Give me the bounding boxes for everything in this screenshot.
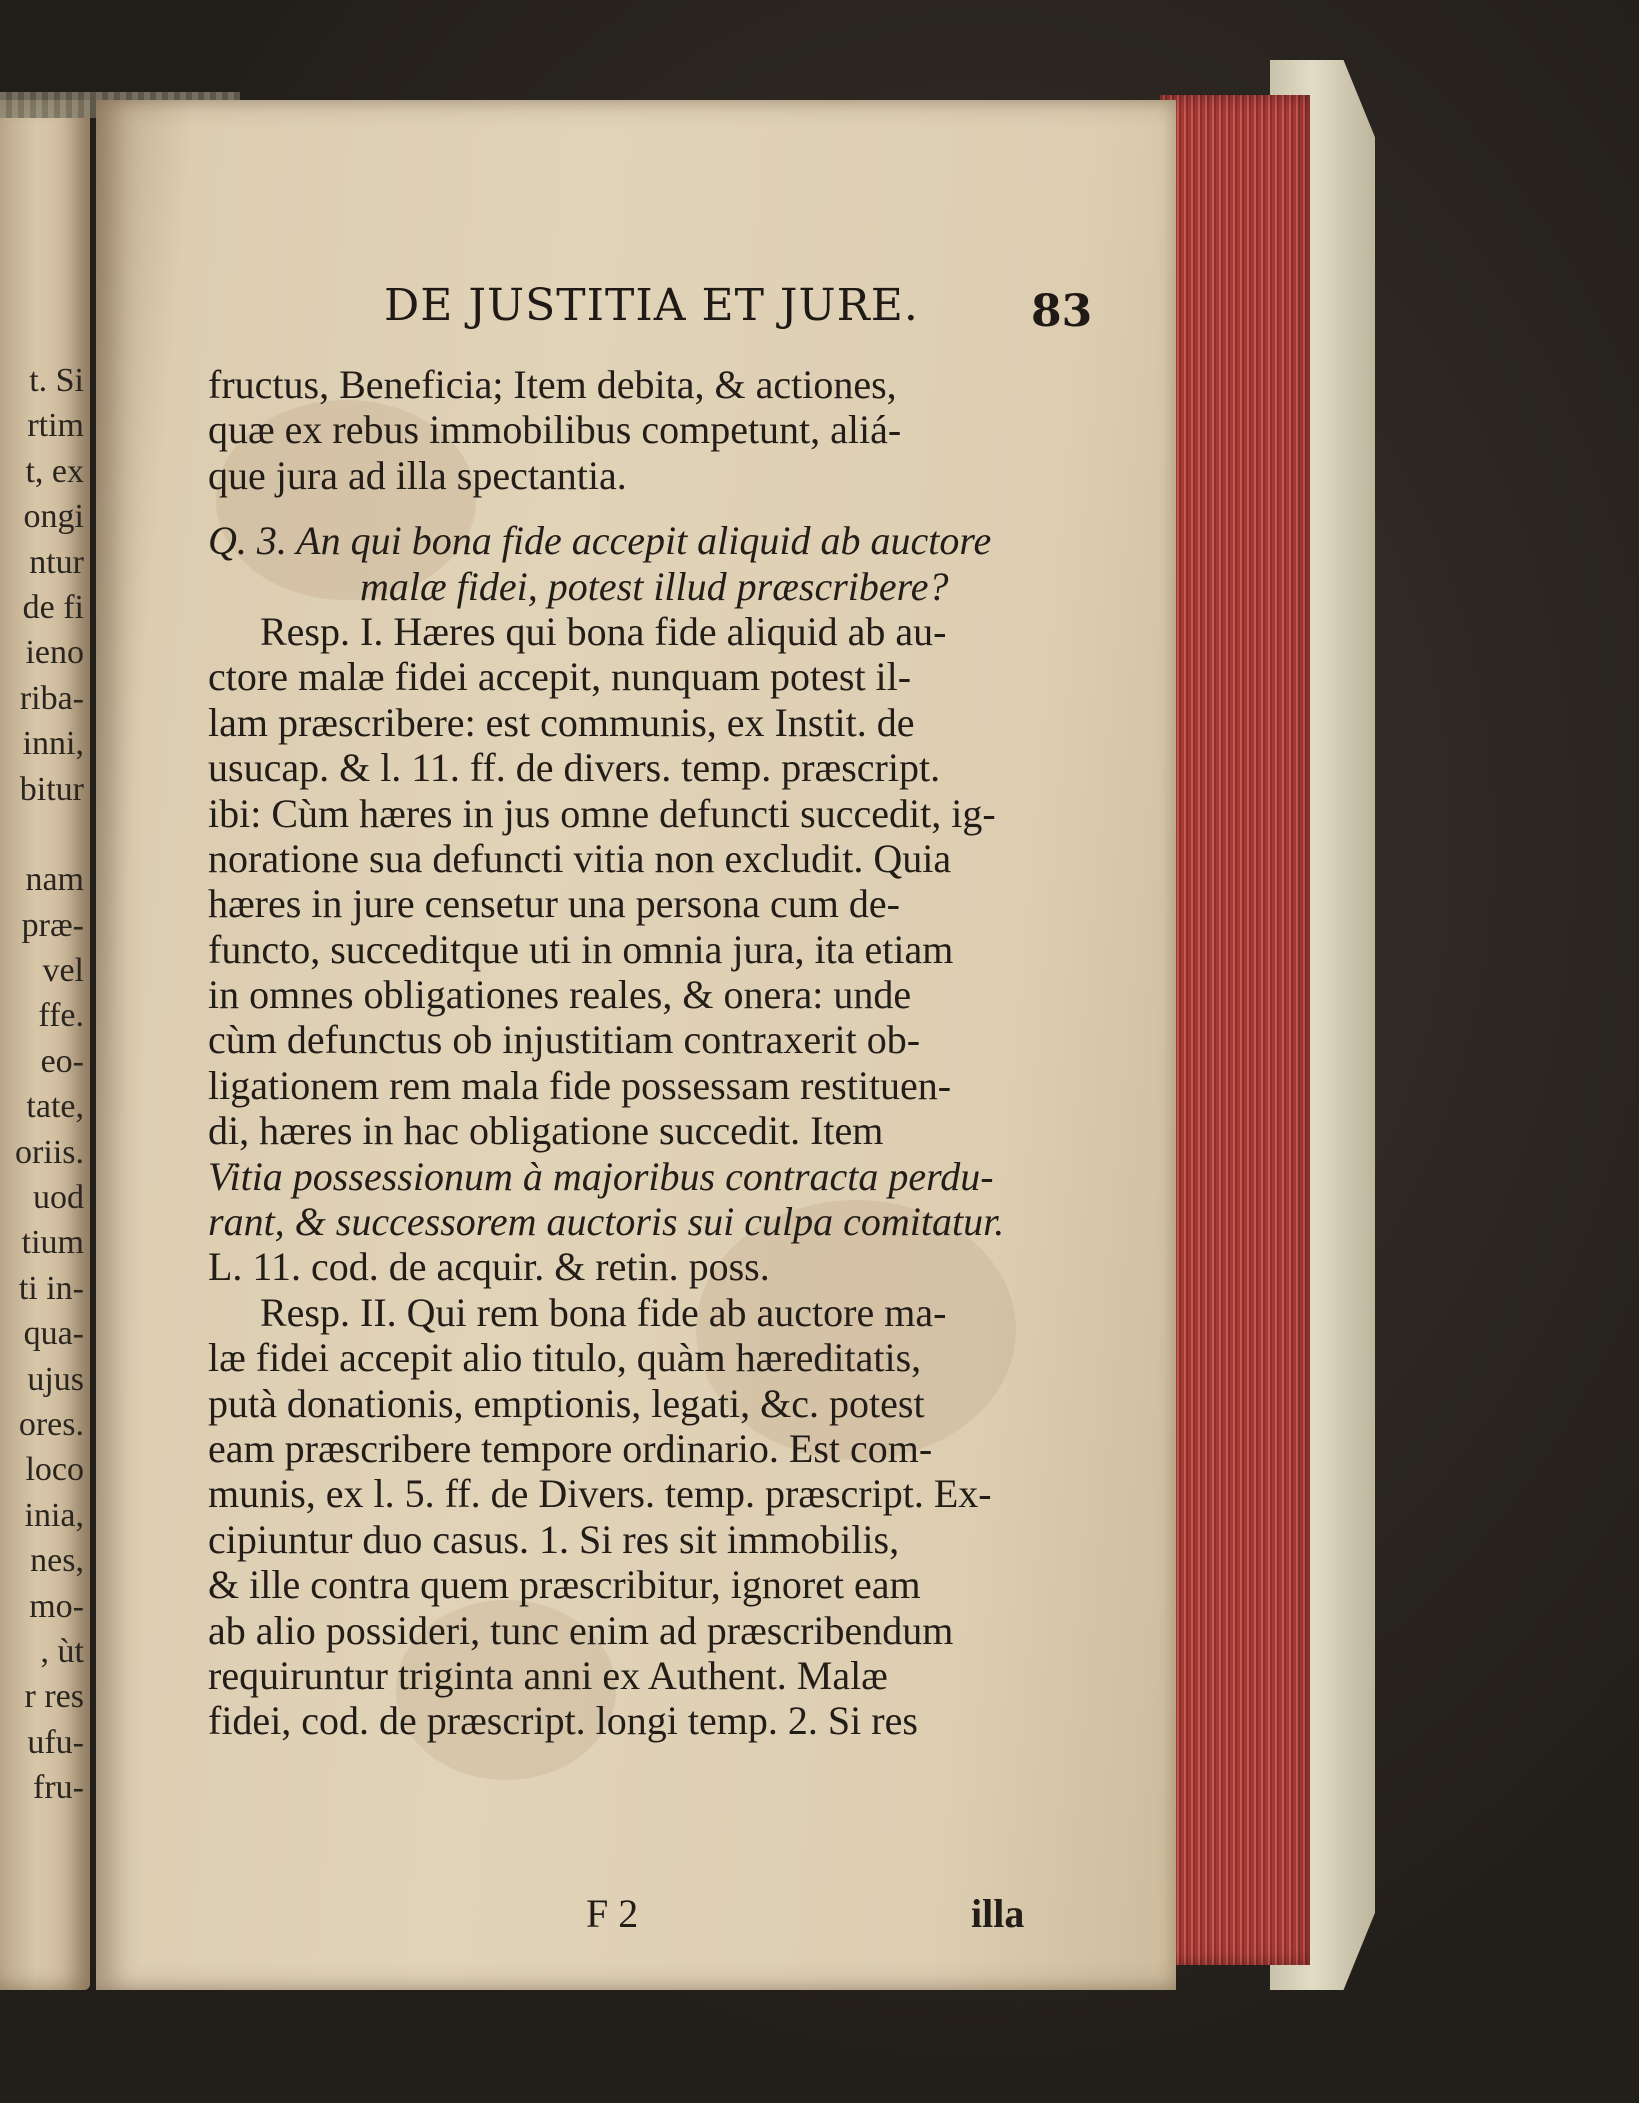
left-page-fragment: de fi bbox=[22, 588, 84, 626]
question-line: malæ fidei, potest illud præscribere? bbox=[360, 563, 949, 609]
left-page-fragment: qua- bbox=[23, 1315, 84, 1353]
text-line: ibi: Cùm hæres in jus omne defuncti succedit, ig- bbox=[208, 790, 996, 836]
left-page-fragment: inia, bbox=[24, 1496, 84, 1534]
red-fore-edge bbox=[1160, 95, 1310, 1965]
left-page bbox=[0, 100, 90, 1990]
body-text bbox=[208, 362, 1078, 1744]
text-line: putà donationis, emptionis, legati, &c. potest bbox=[208, 1380, 925, 1426]
left-page-fragment: ujus bbox=[27, 1360, 84, 1398]
left-page-fragment: fru- bbox=[33, 1769, 84, 1807]
text-line: noratione sua defuncti vitia non excludit. Quia bbox=[208, 835, 952, 881]
left-page-fragment: tium bbox=[21, 1224, 84, 1262]
text-line: L. 11. cod. de acquir. & retin. poss. bbox=[208, 1244, 770, 1290]
left-page-fragment: vel bbox=[42, 952, 84, 990]
text-line: munis, ex l. 5. ff. de Divers. temp. præscript. Ex- bbox=[208, 1471, 992, 1517]
text-line: Vitia possessionum à majoribus contracta perdu- bbox=[208, 1153, 994, 1199]
page-number: 83 bbox=[1031, 286, 1093, 337]
left-page-fragment: tate, bbox=[26, 1088, 84, 1126]
question-line: Q. 3. An qui bona fide accepit aliquid ab auctore bbox=[208, 518, 992, 564]
text-line: lam præscribere: est communis, ex Instit. de bbox=[208, 699, 915, 745]
left-page-fragment: ntur bbox=[29, 543, 84, 581]
left-page-fragment: ores. bbox=[18, 1405, 84, 1443]
left-page-fragment: uod bbox=[33, 1179, 84, 1217]
catchword: illa bbox=[971, 1891, 1025, 1936]
text-line: ab alio possideri, tunc enim ad præscribendum bbox=[208, 1607, 954, 1653]
text-line: usucap. & l. 11. ff. de divers. temp. præscript. bbox=[208, 745, 941, 791]
text-line: que jura ad illa spectantia. bbox=[208, 452, 627, 498]
left-page-fragment: mo- bbox=[29, 1587, 84, 1625]
left-page-fragment: bitur bbox=[19, 770, 84, 808]
left-page-fragment: loco bbox=[25, 1451, 84, 1489]
left-page-fragment: t. Si bbox=[29, 362, 84, 399]
text-line: requiruntur triginta anni ex Authent. Malæ bbox=[208, 1652, 888, 1698]
left-page-fragment bbox=[0, 812, 84, 857]
text-line: di, hæres in hac obligatione succedit. Item bbox=[208, 1108, 884, 1154]
text-line: hæres in jure censetur una persona cum de- bbox=[208, 881, 900, 927]
running-head: DE JUSTITIA ET JURE. bbox=[384, 280, 919, 331]
text-line: functo, succeditque uti in omnia jura, ita etiam bbox=[208, 926, 954, 972]
text-line: & ille contra quem præscribitur, ignoret eam bbox=[208, 1562, 921, 1608]
left-page-fragment: rtim bbox=[27, 407, 84, 445]
text-line: Resp. I. Hæres qui bona fide aliquid ab au- bbox=[260, 608, 947, 654]
left-page-fragment: nam bbox=[25, 861, 84, 899]
left-page-fragment: t, ex bbox=[25, 452, 84, 490]
text-line: fructus, Beneficia; Item debita, & actiones, bbox=[208, 362, 897, 407]
text-line: in omnes obligationes reales, & onera: unde bbox=[208, 972, 912, 1018]
left-page-fragment: , ùt bbox=[40, 1632, 84, 1670]
left-page-fragment: ieno bbox=[25, 634, 84, 672]
text-line: Resp. II. Qui rem bona fide ab auctore ma- bbox=[260, 1289, 947, 1335]
text-line: cipiuntur duo casus. 1. Si res sit immobilis, bbox=[208, 1516, 900, 1562]
left-page-fragment: inni, bbox=[22, 725, 84, 763]
left-page-fragment: eo- bbox=[40, 1042, 84, 1080]
text-line: rant, & successorem auctoris sui culpa comitatur. bbox=[208, 1199, 1005, 1245]
text-line: fidei, cod. de præscript. longi temp. 2. Si res bbox=[208, 1698, 918, 1744]
left-page-fragment: præ- bbox=[21, 906, 84, 944]
signature-mark: F 2 bbox=[586, 1891, 639, 1936]
text-line: cùm defunctus ob injustitiam contraxerit ob- bbox=[208, 1017, 921, 1063]
text-line: eam præscribere tempore ordinario. Est com- bbox=[208, 1425, 933, 1471]
left-page-text bbox=[0, 358, 84, 1811]
text-line: læ fidei accepit alio titulo, quàm hæreditatis, bbox=[208, 1335, 922, 1381]
left-page-fragment: nes, bbox=[30, 1542, 84, 1580]
right-page bbox=[96, 100, 1176, 1990]
left-page-fragment: ufu- bbox=[27, 1723, 84, 1761]
text-line: ligationem rem mala fide possessam restituen- bbox=[208, 1062, 952, 1108]
left-page-fragment: r res bbox=[24, 1678, 84, 1716]
left-page-fragment: ongi bbox=[23, 498, 84, 536]
left-page-fragment: oriis. bbox=[15, 1133, 84, 1171]
left-page-fragment: riba- bbox=[19, 679, 84, 717]
text-line: quæ ex rebus immobilibus competunt, aliá- bbox=[208, 407, 902, 453]
text-line: ctore malæ fidei accepit, nunquam potest il- bbox=[208, 654, 912, 700]
left-page-fragment: ffe. bbox=[38, 997, 84, 1035]
left-page-fragment: ti in- bbox=[18, 1269, 84, 1307]
